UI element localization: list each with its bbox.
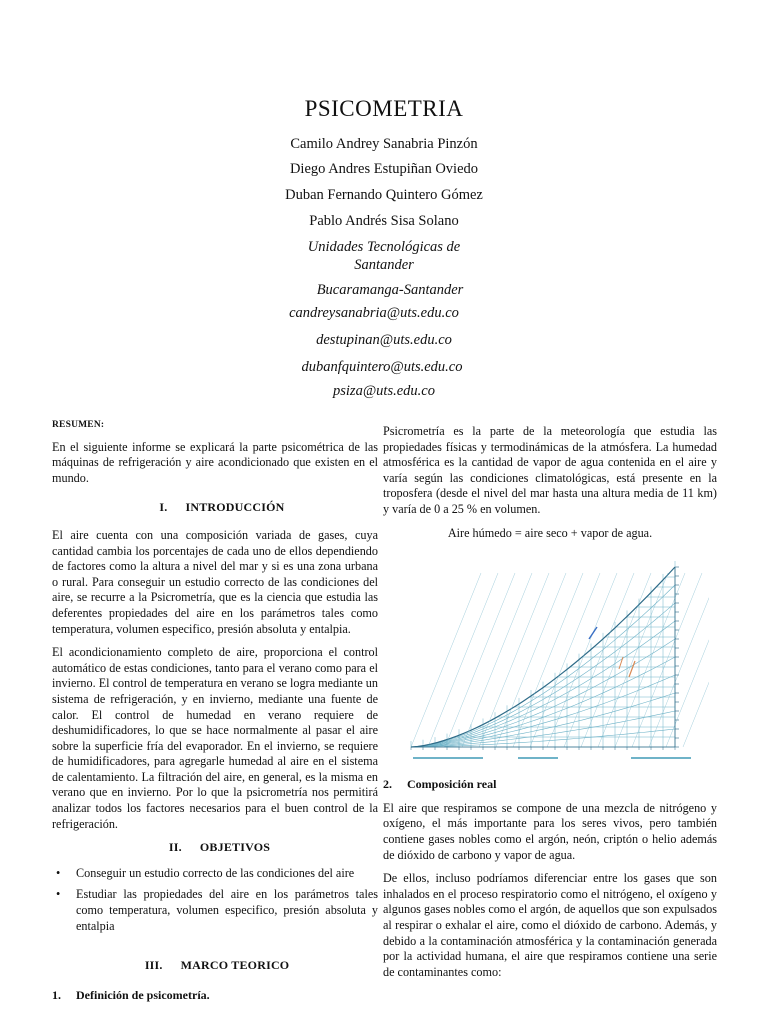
- section-number: I.: [159, 500, 168, 515]
- chart-enthalpy-line: [581, 573, 651, 747]
- composicion-paragraph-2: De ellos, incluso podríamos diferenciar entre los gases que son inhalados en el proceso respiratorio como el nitrógeno, el oxígeno y algunos gases nobles como el argón, de aquellos que son expulsados al respirar o exhalar el aire, como el dióxido de carbono. Además, y debido a la contaminación atmosférica y la contaminación generada por la actividad humana, el aire que respiramos contiene una serie de contaminantes como:: [383, 871, 717, 979]
- chart-enthalpy-line: [513, 573, 583, 747]
- chart-enthalpy-line: [683, 573, 709, 747]
- chart-caption-mark: [631, 757, 691, 759]
- section-number: II.: [168, 840, 182, 855]
- chart-enthalpy-line: [615, 573, 685, 747]
- chart-enthalpy-line: [445, 573, 515, 747]
- email-3: dubanfquintero@uts.edu.co: [301, 359, 463, 375]
- chart-enthalpy-line: [547, 573, 617, 747]
- affiliation-city: Bucaramanga-Santander: [316, 282, 464, 298]
- bullet-icon: •: [56, 887, 61, 902]
- chart-enthalpy-line: [666, 573, 709, 747]
- section-introduccion-heading: [52, 500, 378, 516]
- subsection-definicion-heading: 1. Definición de psicometría.: [52, 987, 210, 1002]
- section-objetivos-heading: [52, 840, 378, 856]
- chart-caption-mark: [518, 757, 558, 759]
- intro-paragraph-2: El acondicionamiento completo de aire, proporciona el control automático de estas condiciones, tanto para el verano como para el invierno. El control de temperatura en verano se logra mediante un sistema de refrigeración, y en invierno, mediante una fuente de calor. El control de humedad en verano requiere de deshumidificadores, lo que se hace normalmente al pasar el aire sobre la superficie fría del evaporador. En el invierno, se requiere de humidificadores, para agregarle humedad al aire en el sistema de calentamiento. La filtración del aire, en general, es la misma en verano que en invierno. Por lo que la psicrometría nos permitirá analizar todos los factores necesarios para el buen control de la refrigeración.: [52, 645, 378, 831]
- bullet-icon: •: [56, 865, 61, 880]
- chart-enthalpy-line: [428, 573, 498, 747]
- composicion-paragraph-1: El aire que respiramos se compone de una mezcla de nitrógeno y oxígeno, el más importante para los seres vivos, pero también contiene gases nobles como el argón, neón, criptón o helio además de dióxido de carbono y vapor de agua.: [383, 800, 717, 862]
- chart-enthalpy-line: [649, 573, 709, 747]
- resumen-text: En el siguiente informe se explicará la parte psicométrica de las máquinas de refrigeración y aire acondicionado que existen en el mundo.: [52, 439, 378, 485]
- section-title: INTRODUCCIÓN: [185, 500, 285, 515]
- chart-enthalpy-line: [411, 573, 481, 747]
- chart-enthalpy-line: [564, 573, 634, 747]
- chart-accent-mark: [589, 627, 597, 639]
- section-title: OBJETIVOS: [199, 840, 271, 855]
- left-column: [52, 418, 378, 1007]
- list-item: • Conseguir un estudio correcto de las condiciones del aire: [56, 865, 355, 880]
- author-3: Duban Fernando Quintero Gómez: [285, 187, 483, 203]
- objetivos-list: [52, 866, 378, 934]
- affiliation-line-1: Unidades Tecnológicas de: [307, 239, 461, 255]
- author-1: Camilo Andrey Sanabria Pinzón: [290, 136, 478, 152]
- section-marco-heading: [52, 958, 378, 974]
- email-1: candreysanabria@uts.edu.co: [289, 305, 459, 321]
- author-4: Pablo Andrés Sisa Solano: [309, 213, 459, 229]
- author-2: Diego Andres Estupiñan Oviedo: [289, 161, 479, 177]
- chart-enthalpy-line: [462, 573, 532, 747]
- chart-enthalpy-line: [632, 573, 702, 747]
- chart-accent-mark: [629, 661, 635, 677]
- formula-line: Aire húmedo = aire seco + vapor de agua.: [447, 525, 653, 540]
- section-number: III.: [144, 958, 163, 973]
- paper-title: PSICOMETRIA: [304, 96, 464, 121]
- section-title: MARCO TEORICO: [180, 958, 290, 973]
- subsection-number: 2.: [383, 777, 392, 792]
- email-2: destupinan@uts.edu.co: [316, 332, 452, 348]
- chart-enthalpy-line: [598, 573, 668, 747]
- subsection-composicion-heading: 2. Composición real: [383, 777, 497, 792]
- psicrometria-paragraph: Psicrometría es la parte de la meteorología que estudia las propiedades físicas y termodinámicas de la atmósfera. La humedad atmosférica es la cantidad de vapor de agua contenida en el aire y varía según las condiciones climatológicas, está presente en la troposfera (desde el nivel del mar hasta una altura media de 11 km) y varía de 0 a 25 % en volumen.: [383, 424, 717, 516]
- list-item: • Estudiar las propiedades del aire en los parámetros tales como temperatura, volumen especifico, presión absoluta y entalpia: [56, 887, 378, 933]
- subsection-number: 1.: [52, 987, 61, 1002]
- chart-enthalpy-line: [479, 573, 549, 747]
- psychrometric-chart-image: [393, 557, 709, 769]
- chart-caption-mark: [413, 757, 483, 759]
- intro-paragraph-1: El aire cuenta con una composición variada de gases, cuya cantidad cambia los porcentajes de cada uno de ellos dependiendo de factores como la altura a nivel del mar y si es una zona urbana o rural. Para conseguir un estudio correcto de las condiciones del aire, se recurre a la Psicrometría, que es la ciencia que estudia las deferentes propiedades del aire en los parámetros tales como temperatura, volumen especifico, presión absoluta y entalpia.: [52, 527, 378, 636]
- affiliation-line-2: Santander: [354, 257, 414, 273]
- email-4: psiza@uts.edu.co: [333, 383, 435, 399]
- right-column: [383, 424, 717, 988]
- psychrometric-chart-figure: [393, 557, 709, 769]
- resumen-heading: RESUMEN:: [52, 420, 105, 430]
